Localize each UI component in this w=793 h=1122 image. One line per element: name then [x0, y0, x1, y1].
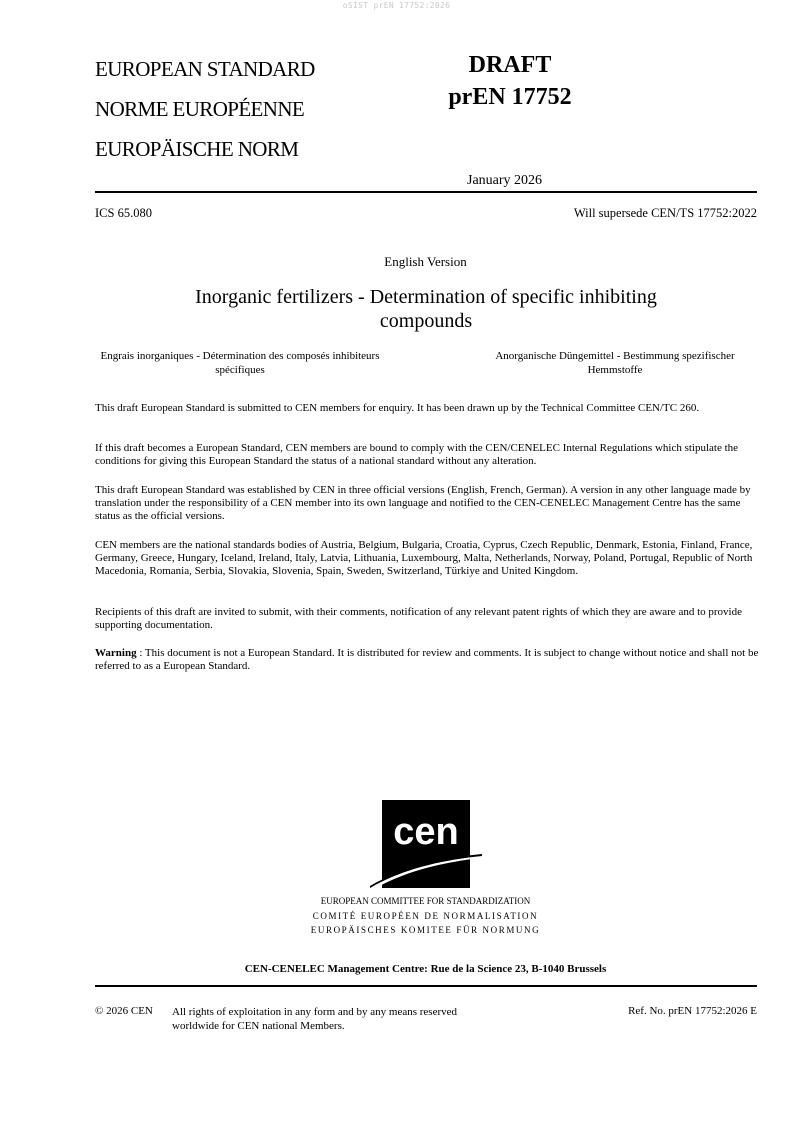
footer-rule — [95, 985, 757, 987]
reference-number: Ref. No. prEN 17752:2026 E — [628, 1005, 757, 1017]
supersedes: Will supersede CEN/TS 17752:2022 — [573, 206, 757, 220]
copyright: © 2026 CEN — [95, 1005, 153, 1017]
management-centre: CEN-CENELEC Management Centre: Rue de la Science 23, B-1040 Brussels — [244, 963, 607, 975]
title-french: Engrais inorganiques - Détermination des composés inhibiteurs spécifiques — [100, 350, 380, 376]
rights-notice — [172, 1005, 457, 1033]
paragraph-warning — [95, 647, 759, 673]
cen-logo — [370, 800, 482, 890]
paragraph-versions: This draft European Standard was established by CEN in three official versions (English, French, German). A version in any other language made by translation under the responsibility of a CEN member into its own language and notified to the CEN-CENELEC Management Centre has the same status as the official versions. — [95, 484, 751, 522]
title-german: Anorganische Düngemittel - Bestimmung spezifischer Hemmstoffe — [495, 350, 735, 376]
language-version: English Version — [384, 254, 467, 269]
cen-name-en: EUROPEAN COMMITTEE FOR STANDARDIZATION — [320, 896, 531, 906]
paragraph-members: CEN members are the national standards bodies of Austria, Belgium, Bulgaria, Croatia, Cyprus, Czech Republic, Denmark, Estonia, Finland, France, Germany, Greece, Hungary, Iceland, Ireland, Italy, Latvia, Lithuania, Luxembourg, Malta, Netherlands, Norway, Poland, Portugal, Republic of North Macedonia, Romania, Serbia, Slovakia, Slovenia, Spain, Sweden, Switzerland, Türkiye and United Kingdom. — [95, 539, 753, 577]
watermark: oSIST prEN 17752:2026 — [342, 1, 451, 10]
warning-text: : This document is not a European Standard. It is distributed for review and comments. It is subject to change without notice and shall not be referred to as a European Standard. — [95, 647, 759, 672]
publication-date: January 2026 — [467, 173, 543, 188]
ics-code: ICS 65.080 — [95, 206, 152, 220]
document-title: Inorganic fertilizers - Determination of specific inhibiting compounds — [195, 286, 657, 332]
cen-name-de: EUROPÄISCHES KOMITEE FÜR NORMUNG — [310, 925, 541, 935]
standard-name-en: EUROPEAN STANDARD — [95, 57, 315, 81]
rights-line-2: worldwide for CEN national Members. — [172, 1020, 345, 1032]
header-rule — [95, 191, 757, 193]
paragraph-compliance: If this draft becomes a European Standard, CEN members are bound to comply with the CEN/CENELEC Internal Regulations which stipulate the conditions for giving this European Standard the status of a national standard without any alteration. — [95, 442, 739, 467]
standard-name-de: EUROPÄISCHE NORM — [95, 137, 299, 161]
cen-logo-text: cen — [393, 811, 459, 853]
draft-label: DRAFT — [468, 52, 552, 78]
document-number: prEN 17752 — [448, 84, 572, 110]
paragraph-enquiry: This draft European Standard is submitted to CEN members for enquiry. It has been drawn up by the Technical Committee CEN/TC 260. — [95, 402, 700, 414]
paragraph-patents: Recipients of this draft are invited to submit, with their comments, notification of any relevant patent rights of which they are aware and to provide supporting documentation. — [95, 606, 742, 631]
standard-name-fr: NORME EUROPÉENNE — [95, 97, 305, 121]
cen-name-fr: COMITÉ EUROPÉEN DE NORMALISATION — [312, 911, 539, 921]
rights-line-1: All rights of exploitation in any form and by any means reserved — [172, 1006, 458, 1018]
warning-label: Warning — [95, 647, 137, 659]
